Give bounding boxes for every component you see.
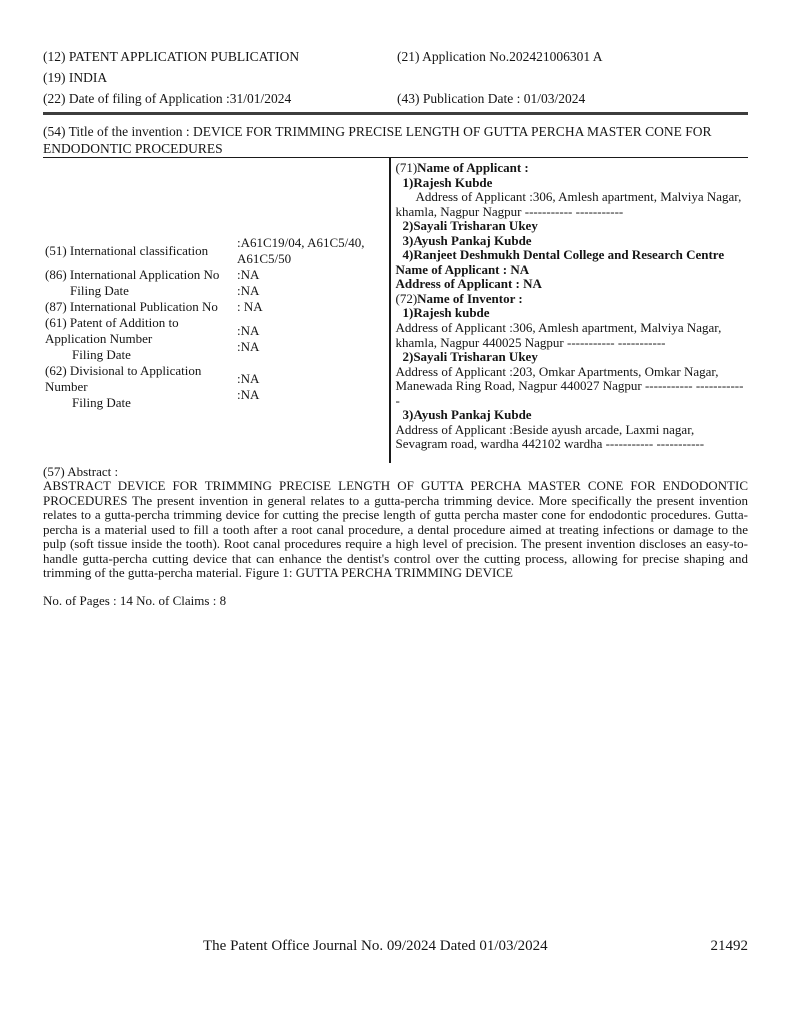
patent-of-addition-label: (61) Patent of Addition to Application Number Filing Date: [45, 315, 179, 362]
intl-publication-no-value: : NA: [237, 299, 263, 314]
applicant-heading: (71)Name of Applicant :: [395, 160, 529, 175]
applicant-1-address-line2: khamla, Nagpur Nagpur ----------- -----------: [395, 203, 624, 219]
intl-filing-date-value: :NA: [237, 283, 260, 298]
inventor-2-address-line1: Address of Applicant :203, Omkar Apartments, Omkar Nagar,: [395, 363, 719, 379]
bibliographic-table: [43, 158, 748, 463]
header-row-3: [43, 91, 748, 106]
publication-type: (12) PATENT APPLICATION PUBLICATION: [43, 49, 300, 64]
inventor-1-name: 1)Rajesh kubde: [402, 305, 490, 321]
inventor-3-address-line1: Address of Applicant :Beside ayush arcade, Laxmi nagar,: [395, 421, 695, 437]
applicant-4-name: 4)Ranjeet Deshmukh Dental College and Research Centre: [402, 247, 725, 263]
divisional-value: :NA :NA: [237, 371, 260, 402]
inventor-3-address-line2: Sevagram road, wardha 442102 wardha ----------- -----------: [395, 436, 705, 452]
applicant-2-name: 2)Sayali Trisharan Ukey: [402, 218, 538, 234]
applicant-inventor-column: [391, 158, 749, 463]
intl-classification-value: :A61C19/04, A61C5/40, A61C5/50: [237, 235, 365, 266]
invention-title: (54) Title of the invention : DEVICE FOR TRIMMING PRECISE LENGTH OF GUTTA PERCHA MASTER CONE FOR ENDODONTIC PROCEDURES: [43, 124, 712, 156]
abstract-section: [43, 464, 748, 608]
page-footer: [43, 938, 748, 955]
journal-page-number: 21492: [710, 938, 748, 954]
application-number: (21) Application No.202421006301 A: [397, 49, 603, 64]
classification-column: [43, 158, 389, 463]
inventor-heading: (72)Name of Inventor :: [395, 290, 523, 306]
abstract-heading: (57) Abstract :: [43, 464, 119, 479]
intl-classification-row: [43, 235, 389, 267]
filing-date: (22) Date of filing of Application :31/01/2024: [43, 91, 292, 106]
header-divider-rule: [43, 112, 748, 115]
applicant-3-name: 3)Ayush Pankaj Kubde: [402, 232, 532, 248]
country: (19) INDIA: [43, 70, 108, 85]
intl-filing-date-row: [43, 283, 389, 299]
intl-filing-date-label: Filing Date: [70, 283, 129, 298]
inventor-2-address-line2: Manewada Ring Road, Nagpur 440027 Nagpur ----------- ------------: [395, 378, 744, 408]
divisional-row: [43, 363, 389, 411]
intl-classification-label: (51) International classification: [45, 243, 209, 258]
intl-application-no-value: :NA: [237, 267, 260, 282]
applicant-na-address: Address of Applicant : NA: [395, 276, 542, 292]
intl-publication-no-row: [43, 299, 389, 315]
patent-of-addition-value: :NA :NA: [237, 323, 260, 354]
applicant-na-name: Name of Applicant : NA: [395, 261, 530, 277]
header-row-1: [43, 49, 748, 64]
intl-application-no-label: (86) International Application No: [45, 267, 220, 282]
journal-reference: The Patent Office Journal No. 09/2024 Dated 01/03/2024: [203, 938, 548, 954]
publication-date: (43) Publication Date : 01/03/2024: [397, 91, 586, 106]
patent-of-addition-row: [43, 315, 389, 363]
applicant-1-address-line1: Address of Applicant :306, Amlesh apartment, Malviya Nagar,: [415, 189, 742, 205]
divisional-label: (62) Divisional to Application Number Filing Date: [45, 363, 202, 410]
intl-application-no-row: [43, 267, 389, 283]
applicant-1-name: 1)Rajesh Kubde: [402, 174, 493, 190]
intl-publication-no-label: (87) International Publication No: [45, 299, 218, 314]
inventor-1-address-line2: khamla, Nagpur 440025 Nagpur ----------- -----------: [395, 334, 666, 350]
pages-claims: No. of Pages : 14 No. of Claims : 8: [43, 592, 227, 608]
inventor-1-address-line1: Address of Applicant :306, Amlesh apartment, Malviya Nagar,: [395, 320, 722, 336]
inventor-2-name: 2)Sayali Trisharan Ukey: [402, 349, 538, 365]
abstract-body: ABSTRACT DEVICE FOR TRIMMING PRECISE LENGTH OF GUTTA PERCHA MASTER CONE FOR ENDODONTIC PROCEDURES The present invention in general relates to a gutta-percha trimming device. More specifically the present invention relates to a gutta-percha trimming device for cutting the precise length of gutta percha master cone for endodontic procedures. Gutta-percha is a material used to fill a tooth after a root canal procedure, a dental procedure aimed at treating infections or damage to the pulp (soft tissue inside the tooth). Root canal procedures require a high level of precision. The present invention discloses an easy-to-handle gutta-percha cutting device that can enhance the dentist's control over the cutting process, allowing for precise shaping and trimming of the gutta-percha material. Figure 1: GUTTA PERCHA TRIMMING DEVICE: [43, 478, 748, 581]
inventor-3-name: 3)Ayush Pankaj Kubde: [402, 407, 532, 423]
header-row-2: [43, 70, 748, 85]
